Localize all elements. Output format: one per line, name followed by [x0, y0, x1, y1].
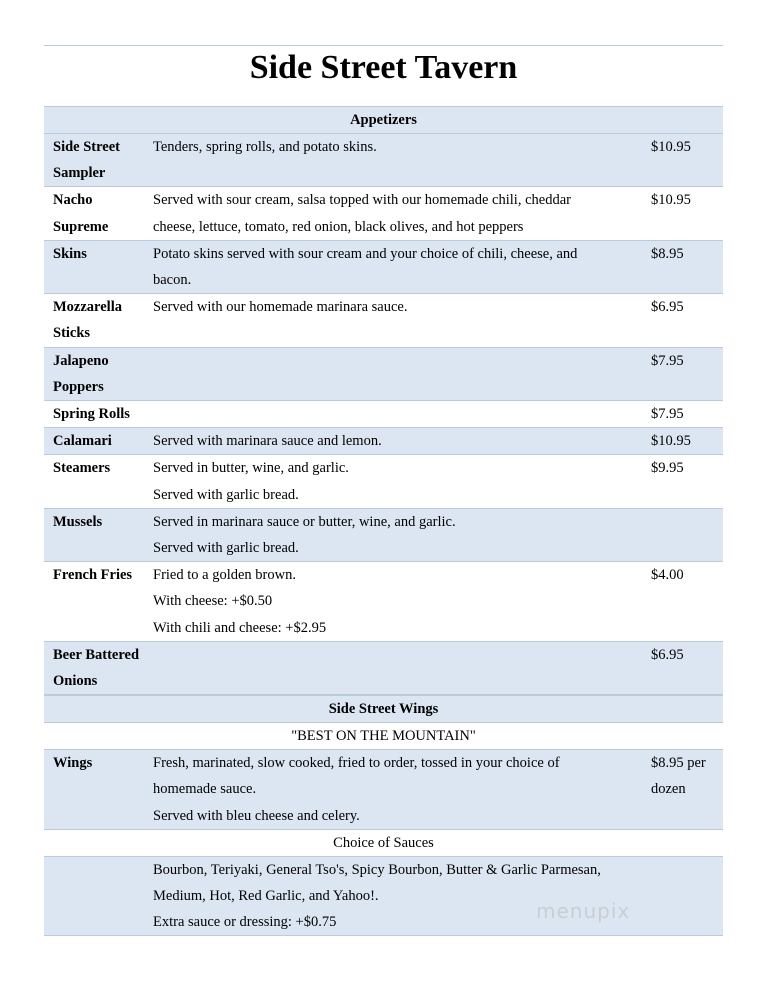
item-name: Skins [53, 245, 87, 262]
menu-item [44, 240, 723, 293]
item-price: $10.95 [651, 139, 691, 155]
item-description [153, 642, 643, 694]
menu-item [44, 508, 723, 561]
item-name: Side Street Sampler [53, 139, 120, 182]
item-description: Served with our homemade marinara sauce. [153, 299, 408, 316]
item-price: $10.95 [651, 192, 691, 209]
item-price: $10.95 [651, 433, 691, 450]
item-description: Potato skins served with sour cream and your choice of chili, cheese, and bacon. [153, 245, 578, 289]
menu-item [44, 293, 723, 346]
menu-item [44, 133, 723, 186]
item-description [153, 348, 643, 400]
menu-item [44, 561, 723, 641]
menu-item [44, 347, 723, 400]
item-description: Served in butter, wine, and garlic. Served with garlic bread. [153, 460, 349, 503]
section-header-sauces: Choice of Sauces [44, 829, 723, 856]
item-description: Tenders, spring rolls, and potato skins. [153, 139, 377, 155]
item-description: Served with sour cream, salsa topped with our homemade chili, cheddar cheese, lettuce, tomato, red onion, black olives, and hot peppers [153, 192, 571, 235]
section-header-wings: Side Street Wings [44, 695, 723, 722]
item-description: Bourbon, Teriyaki, General Tso's, Spicy Bourbon, Butter & Garlic Parmesan, Medium, Hot, Red Garlic, and Yahoo!. Extra sauce or dressing: +$0.75 [153, 861, 601, 931]
menu-item [44, 427, 723, 454]
item-description: Fried to a golden brown. With cheese: +$0.50 With chili and cheese: +$2.95 [153, 567, 327, 636]
item-name [44, 857, 153, 936]
item-price: $9.95 [651, 460, 684, 477]
menu-table [44, 106, 723, 936]
menu-item [44, 186, 723, 239]
item-price [643, 509, 723, 561]
sauces-list [44, 856, 723, 937]
item-name: French Fries [53, 567, 133, 584]
menu-item-wings [44, 749, 723, 829]
menu-item [44, 400, 723, 427]
item-price: $8.95 per dozen [651, 755, 706, 798]
watermark-logo: menupix [536, 899, 631, 923]
item-description: Fresh, marinated, slow cooked, fried to order, tossed in your choice of homemade sauce. Served with bleu cheese and celery. [153, 755, 560, 824]
section-header-appetizers: Appetizers [44, 106, 723, 133]
wings-tagline: "BEST ON THE MOUNTAIN" [44, 722, 723, 749]
item-description: Served with marinara sauce and lemon. [153, 433, 382, 450]
item-name: Mozzarella Sticks [53, 299, 122, 342]
menu-item [44, 454, 723, 507]
item-name: Jalapeno Poppers [53, 352, 109, 395]
item-description [153, 401, 643, 427]
item-price: $6.95 [651, 299, 684, 316]
item-price: $7.95 [651, 406, 684, 423]
item-name: Wings [53, 755, 93, 772]
item-price: $4.00 [651, 567, 684, 584]
appetizer-list [44, 133, 723, 695]
item-price: $6.95 [651, 646, 684, 663]
item-name: Nacho Supreme [53, 192, 109, 235]
page-title: Side Street Tavern [249, 49, 518, 86]
item-name: Calamari [53, 433, 112, 450]
item-name: Spring Rolls [53, 406, 130, 423]
item-name: Beer Battered Onions [53, 646, 140, 690]
item-price: $7.95 [651, 352, 684, 369]
menu-item [44, 641, 723, 695]
item-name: Steamers [53, 460, 111, 477]
item-description: Served in marinara sauce or butter, wine, and garlic. Served with garlic bread. [153, 513, 456, 557]
item-name: Mussels [53, 513, 103, 530]
item-price: $8.95 [651, 245, 684, 262]
item-price [643, 857, 723, 936]
